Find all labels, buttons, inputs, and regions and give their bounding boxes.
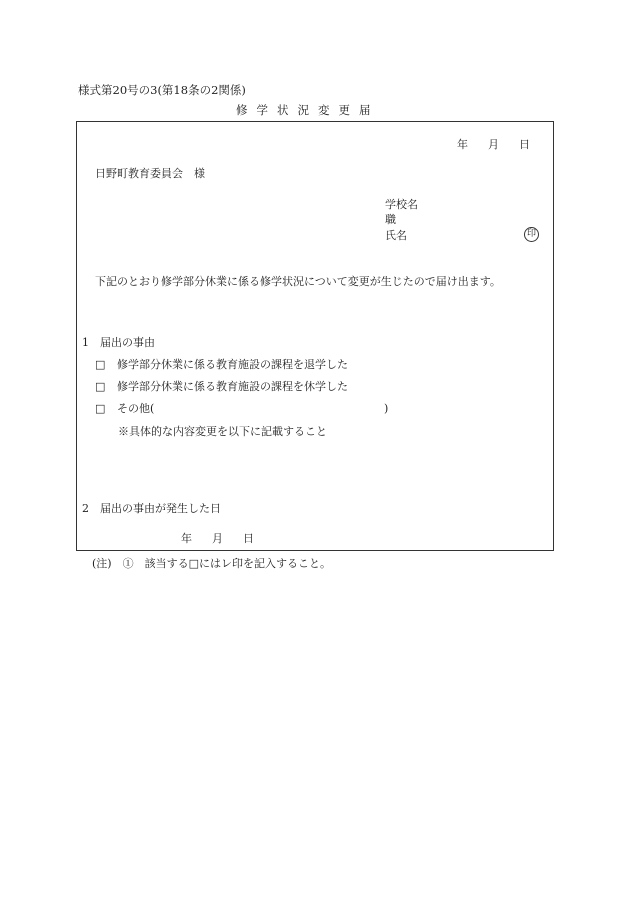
footnote: (注) ① 該当する□にはレ印を記入すること。 [92,557,331,570]
addressee: 日野町教育委員会 様 [95,167,205,180]
date-occurrence [181,533,254,544]
section1-heading: 1 届出の事由 [82,336,155,349]
date-occurrence-day: 日 [243,532,254,545]
option-leave [95,381,348,392]
checkbox-icon[interactable]: □ [95,402,106,415]
seal-icon: 印 [524,227,539,242]
date-top-year: 年 [457,138,468,151]
checkbox-icon[interactable]: □ [95,380,106,393]
school-name-label: 学校名 [385,198,418,211]
name-label: 氏名 [385,229,407,242]
option-label: その他( [117,402,155,415]
body-text: 下記のとおり修学部分休業に係る修学状況について変更が生じたので届け出ます。 [95,275,501,288]
date-top [457,139,530,150]
option-other-close: ) [384,402,389,415]
date-occurrence-month: 月 [212,532,223,545]
option-label: 修学部分休業に係る教育施設の課程を退学した [117,358,348,371]
option-label: 修学部分休業に係る教育施設の課程を休学した [117,380,348,393]
date-top-month: 月 [488,138,499,151]
option-withdrawal [95,359,348,370]
position-label: 職 [385,213,396,226]
instruction-note: ※具体的な内容変更を以下に記載すること [118,425,327,438]
option-other [95,403,154,414]
form-title: 修学状況変更届 [236,103,380,117]
section2-heading: 2 届出の事由が発生した日 [82,502,221,515]
checkbox-icon[interactable]: □ [95,358,106,371]
date-occurrence-year: 年 [181,532,192,545]
form-number: 様式第20号の3(第18条の2関係) [78,83,246,97]
date-top-day: 日 [519,138,530,151]
